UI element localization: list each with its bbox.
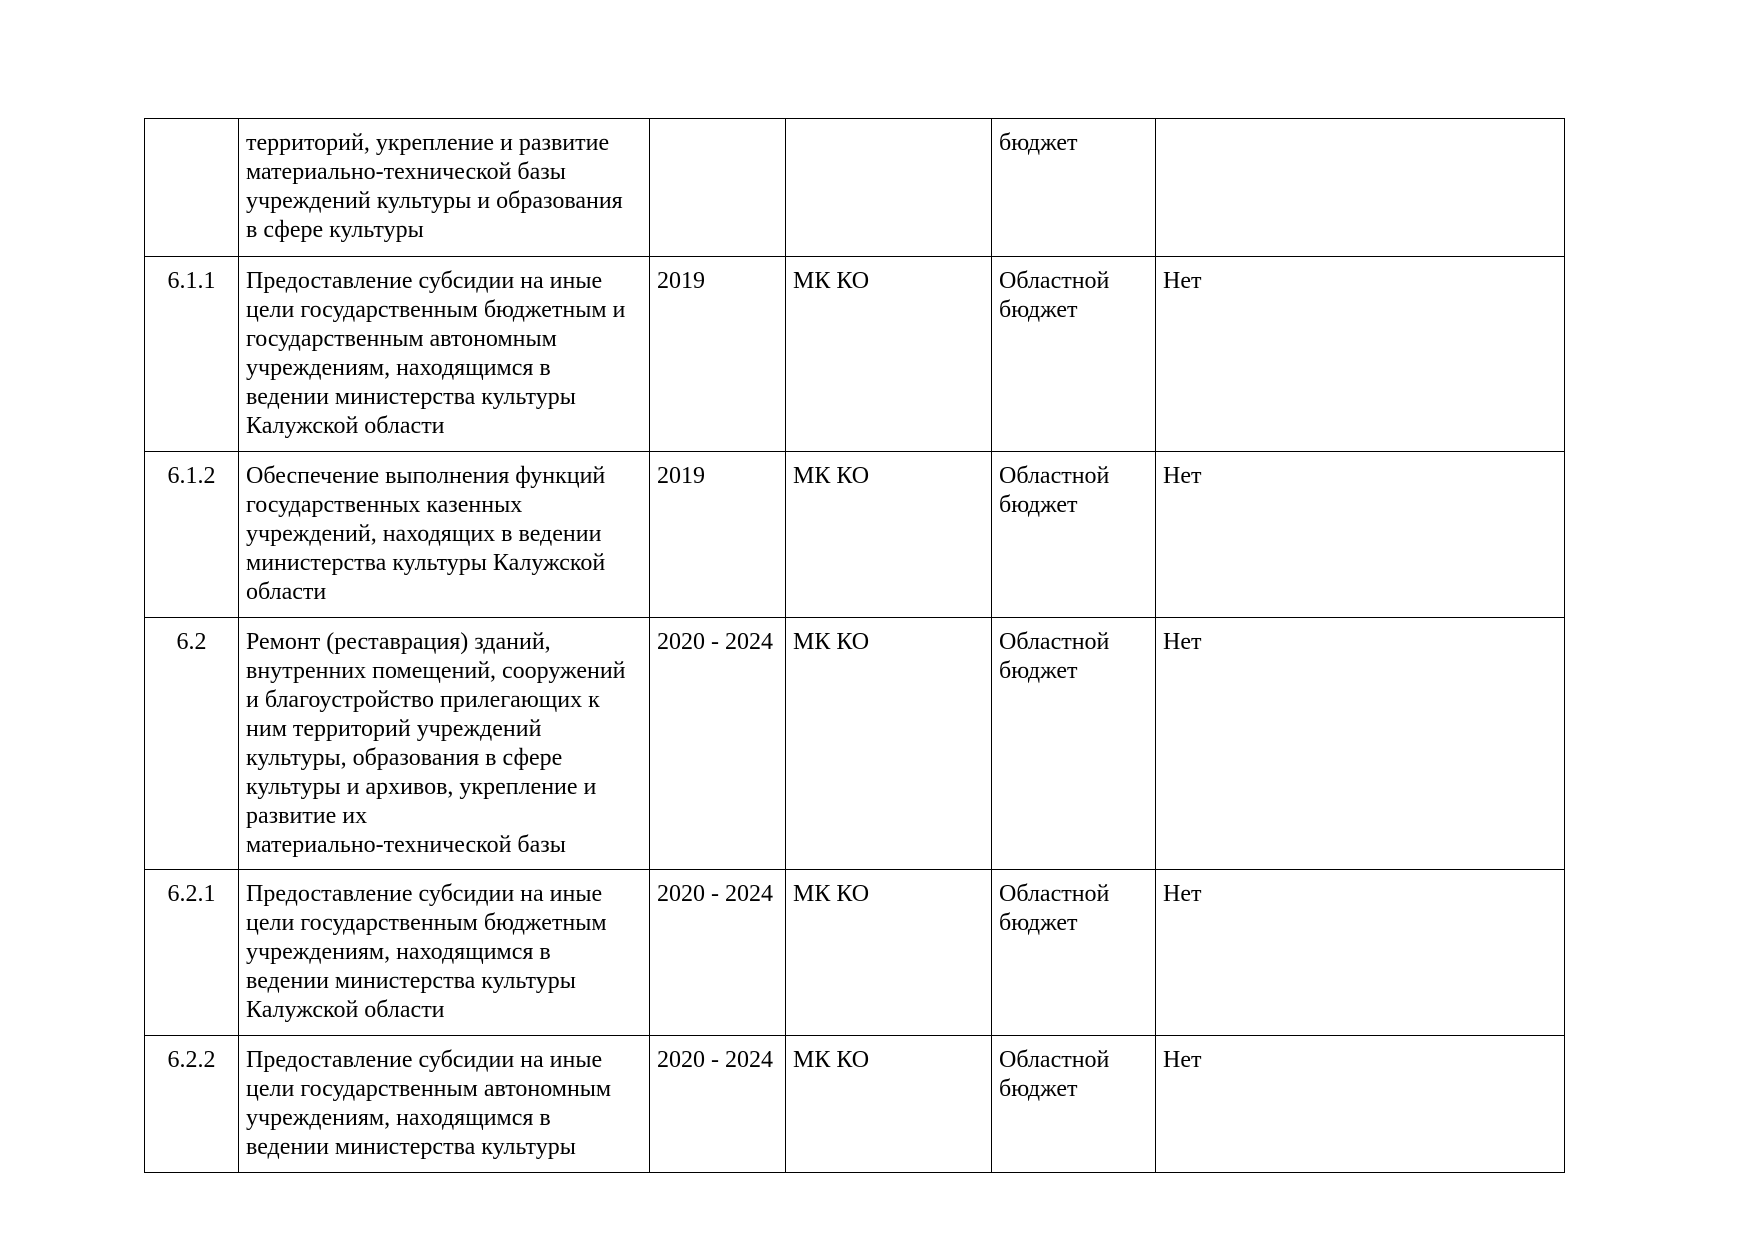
table-row xyxy=(145,870,1565,1036)
period-cell: 2020 - 2024 xyxy=(650,1036,786,1173)
note-cell xyxy=(1156,119,1565,257)
table-row xyxy=(145,452,1565,618)
row-number: 6.2 xyxy=(145,618,239,870)
funding-source-cell: Областной бюджет xyxy=(992,618,1156,870)
activity-name: территорий, укрепление и развитие материально-технической базы учреждений культуры и образования в сфере культуры xyxy=(239,119,650,257)
row-number: 6.2.2 xyxy=(145,1036,239,1173)
table-row xyxy=(145,257,1565,452)
note-cell: Нет xyxy=(1156,870,1565,1036)
activity-name: Обеспечение выполнения функций государственных казенных учреждений, находящих в ведении министерства культуры Калужской области xyxy=(239,452,650,618)
table-row xyxy=(145,119,1565,257)
table-row xyxy=(145,618,1565,870)
row-number: 6.2.1 xyxy=(145,870,239,1036)
executor-cell: МК КО xyxy=(786,870,992,1036)
executor-cell: МК КО xyxy=(786,618,992,870)
note-cell: Нет xyxy=(1156,1036,1565,1173)
note-cell: Нет xyxy=(1156,257,1565,452)
funding-source-cell: бюджет xyxy=(992,119,1156,257)
activity-name: Предоставление субсидии на иные цели государственным автономным учреждениям, находящимся в ведении министерства культуры xyxy=(239,1036,650,1173)
activity-name: Ремонт (реставрация) зданий, внутренних помещений, сооружений и благоустройство прилегающих к ним территорий учреждений культуры, образования в сфере культуры и архивов, укрепление и развитие их материально-технической базы xyxy=(239,618,650,870)
executor-cell: МК КО xyxy=(786,1036,992,1173)
executor-cell: МК КО xyxy=(786,452,992,618)
executor-cell: МК КО xyxy=(786,257,992,452)
note-cell: Нет xyxy=(1156,452,1565,618)
period-cell xyxy=(650,119,786,257)
period-cell: 2020 - 2024 xyxy=(650,870,786,1036)
funding-source-cell: Областной бюджет xyxy=(992,870,1156,1036)
activity-name: Предоставление субсидии на иные цели государственным бюджетным и государственным автономным учреждениям, находящимся в ведении министерства культуры Калужской области xyxy=(239,257,650,452)
activity-name: Предоставление субсидии на иные цели государственным бюджетным учреждениям, находящимся в ведении министерства культуры Калужской области xyxy=(239,870,650,1036)
note-cell: Нет xyxy=(1156,618,1565,870)
document-table xyxy=(144,118,1565,1173)
period-cell: 2019 xyxy=(650,452,786,618)
period-cell: 2020 - 2024 xyxy=(650,618,786,870)
funding-source-cell: Областной бюджет xyxy=(992,1036,1156,1173)
funding-source-cell: Областной бюджет xyxy=(992,452,1156,618)
row-number: 6.1.2 xyxy=(145,452,239,618)
funding-source-cell: Областной бюджет xyxy=(992,257,1156,452)
table-row xyxy=(145,1036,1565,1173)
row-number: 6.1.1 xyxy=(145,257,239,452)
period-cell: 2019 xyxy=(650,257,786,452)
executor-cell xyxy=(786,119,992,257)
row-number xyxy=(145,119,239,257)
